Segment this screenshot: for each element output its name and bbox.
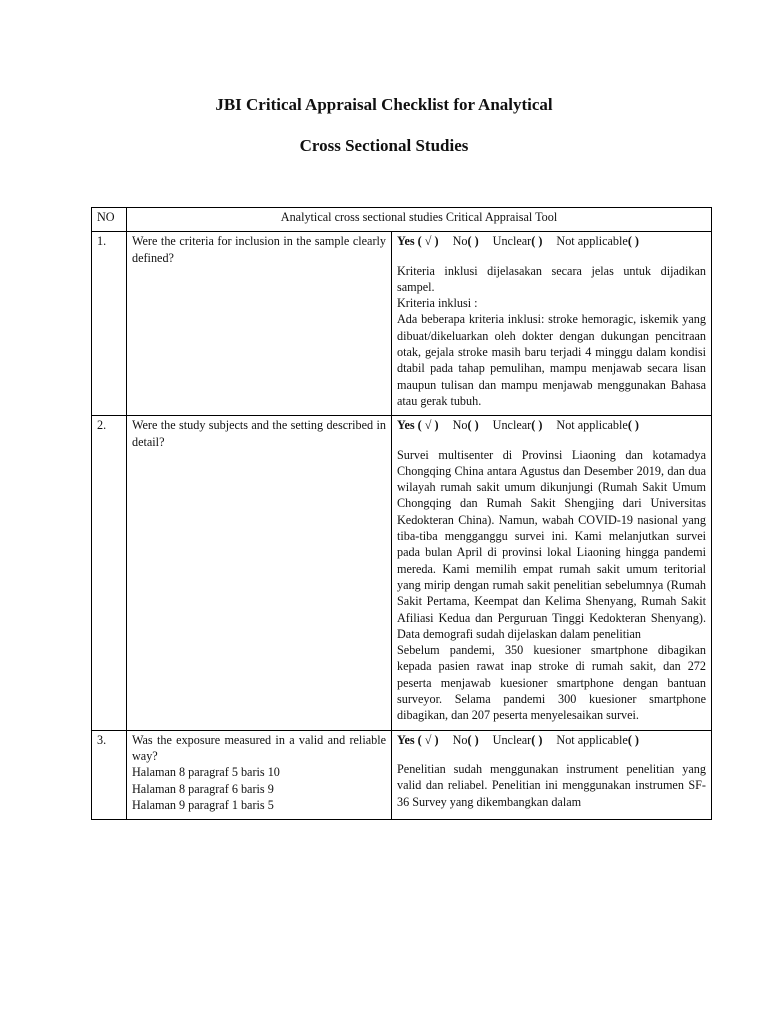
- check-mark-icon: √: [424, 418, 432, 433]
- option-unclear: Unclear( ): [492, 234, 543, 249]
- answer-options: [397, 233, 706, 249]
- option-unclear: Unclear( ): [492, 418, 543, 433]
- title-line-2: Cross Sectional Studies: [299, 136, 469, 155]
- title-line-1: JBI Critical Appraisal Checklist for Analytical: [215, 95, 553, 114]
- table-header-row: [92, 208, 712, 232]
- option-yes: Yes ( √ ): [397, 418, 439, 433]
- answer-text: Kriteria inklusi :: [397, 296, 478, 311]
- table-row: [92, 232, 712, 416]
- option-not-applicable: Not applicable( ): [556, 418, 639, 433]
- check-mark-icon: √: [424, 732, 432, 747]
- option-unclear: Unclear( ): [492, 732, 543, 747]
- table-row: [92, 730, 712, 819]
- page-reference: Halaman 9 paragraf 1 baris 5: [132, 797, 274, 812]
- answer-text: Kriteria inklusi dijelasakan secara jelas untuk dijadikan sampel.: [397, 263, 706, 294]
- row-number: 2.: [92, 416, 127, 730]
- option-not-applicable: Not applicable( ): [556, 234, 639, 249]
- row-number: 1.: [92, 232, 127, 416]
- question-text: Were the criteria for inclusion in the sample clearly defined?: [132, 234, 386, 265]
- option-no: No( ): [452, 418, 479, 433]
- page-reference: Halaman 8 paragraf 5 baris 10: [132, 765, 280, 780]
- appraisal-table: [91, 207, 712, 820]
- answer-options: [397, 417, 706, 433]
- option-no: No( ): [452, 234, 479, 249]
- answer-cell: [392, 730, 712, 819]
- question-cell: [127, 416, 392, 730]
- answer-cell: [392, 416, 712, 730]
- row-number: 3.: [92, 730, 127, 819]
- question-cell: [127, 730, 392, 819]
- option-yes: Yes ( √ ): [397, 234, 439, 249]
- check-mark-icon: √: [424, 234, 432, 249]
- answer-cell: [392, 232, 712, 416]
- answer-text: Survei multisenter di Provinsi Liaoning dan kotamadya Chongqing China antara Agustus dan Desember 2019, dan dua wilayah rumah sakit umum dikunjungi (Rumah Sakit Umum Chongqing dan Rumah Sakit Shengjing dari Universitas Kedokteran China). Namun, wabah COVID-19 nasional yang tiba-tiba mengganggu survei ini. Kami melanjutkan survei pada bulan April di provinsi lokal Liaoning hingga pandemi mereda. Kami memilih empat rumah sakit umum teritorial yang mirip dengan rumah sakit penelitian sebelumnya (Rumah Sakit Pertama, Keempat dan Kelima Shenyang, Rumah Sakit Afiliasi Kedua dan Perguruan Tinggi Kedokteran Shenyang). Data demografi sudah dijelaskan dalam penelitian: [397, 447, 706, 641]
- question-cell: [127, 232, 392, 416]
- header-no: NO: [92, 208, 127, 232]
- option-not-applicable: Not applicable( ): [556, 732, 639, 747]
- answer-options: [397, 732, 706, 748]
- header-tool: Analytical cross sectional studies Critical Appraisal Tool: [127, 208, 712, 232]
- table-row: [92, 416, 712, 730]
- option-no: No( ): [452, 732, 479, 747]
- answer-text: Ada beberapa kriteria inklusi: stroke hemoragic, iskemik yang dibuat/dikeluarkan oleh dokter dengan dukungan pencitraan otak, gejala stroke masih baru terjadi 4 minggu dalam kondisi dtabil pada tahap pemulihan, mampu menjawab secara lisan maupun tulisan dan mampu menjawab menggunakan Bahasa atau gerak tubuh.: [397, 312, 706, 408]
- answer-text: Penelitian sudah menggunakan instrument penelitian yang valid dan reliabel. Penelitian ini menggunakan instrumen SF-36 Survey yang dikembangkan dalam: [397, 761, 706, 809]
- answer-text: Sebelum pandemi, 350 kuesioner smartphone dibagikan kepada pasien rawat inap stroke di rumah sakit, dan 272 peserta menjawab kuesioner smartphone dengan bantuan surveyor. Selama pandemi 300 kuesioner smartphone dibagikan, dan 207 peserta menyelesaikan survei.: [397, 643, 706, 723]
- option-yes: Yes ( √ ): [397, 732, 439, 747]
- question-text: Was the exposure measured in a valid and reliable way?: [132, 732, 386, 763]
- question-text: Were the study subjects and the setting described in detail?: [132, 418, 386, 449]
- page-reference: Halaman 8 paragraf 6 baris 9: [132, 781, 274, 796]
